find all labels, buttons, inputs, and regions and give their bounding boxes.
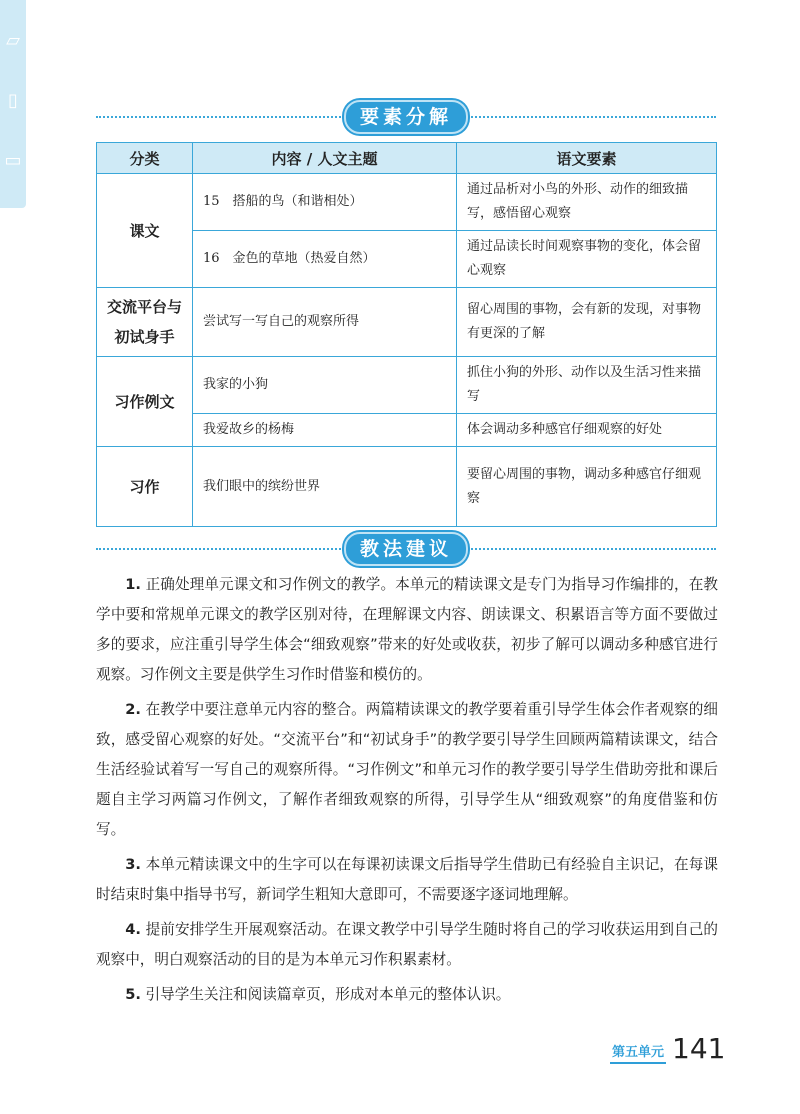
table-row [97,357,717,414]
advice-paragraph [96,915,718,975]
side-tab-decoration-icon: ▯ [8,90,18,111]
page-number: 141 [672,1032,726,1065]
language-cell: 体会调动多种感官仔细观察的好处 [457,414,717,447]
content-cell: 我爱故乡的杨梅 [193,414,457,447]
table-header-row [97,143,717,174]
advice-paragraph [96,980,718,1010]
section-header-advice [96,532,716,566]
table-row [97,174,717,231]
elements-table [96,142,717,527]
paragraph-number: 3. [125,856,141,873]
header-category: 分类 [97,143,193,174]
side-tab-decoration-icon: ▭ [4,150,22,171]
header-language: 语文要素 [457,143,717,174]
table-row [97,288,717,357]
paragraph-text: 引导学生关注和阅读篇章页，形成对本单元的整体认识。 [145,986,511,1003]
unit-label: 第五单元 [610,1041,666,1064]
header-content: 内容 / 人文主题 [193,143,457,174]
paragraph-text: 本单元精读课文中的生字可以在每课初读课文后指导学生借助已有经验自主识记，在每课时结束时集中指导书写，新词学生粗知大意即可，不需要逐字逐词地理解。 [96,856,718,903]
category-cell: 习作例文 [97,357,193,447]
paragraph-text: 在教学中要注意单元内容的整合。两篇精读课文的教学要着重引导学生体会作者观察的细致，感受留心观察的好处。“交流平台”和“初试身手”的教学要引导学生回顾两篇精读课文，结合生活经验试着写一写自己的观察所得。“习作例文”和单元习作的教学要引导学生借助旁批和课后题自主学习两篇习作例文，了解作者细致观察的所得，引导学生从“细致观察”的角度借鉴和仿写。 [96,701,718,838]
section-header-elements [96,100,716,134]
side-tab [0,0,26,208]
section-title: 要素分解 [344,100,468,134]
paragraph-number: 5. [125,986,141,1003]
language-cell: 要留心周围的事物，调动多种感官仔细观察 [457,447,717,527]
paragraph-text: 正确处理单元课文和习作例文的教学。本单元的精读课文是专门为指导习作编排的，在教学中要和常规单元课文的教学区别对待，在理解课文内容、朗读课文、积累语言等方面不要做过多的要求，应注重引导学生体会“细致观察”带来的好处或收获，初步了解可以调动多种感官进行观察。习作例文主要是供学生习作时借鉴和模仿的。 [96,576,718,683]
language-cell: 抓住小狗的外形、动作以及生活习性来描写 [457,357,717,414]
content-cell: 16 金色的草地（热爱自然） [193,231,457,288]
advice-paragraph [96,850,718,910]
language-cell: 通过品读长时间观察事物的变化，体会留心观察 [457,231,717,288]
content-cell: 尝试写一写自己的观察所得 [193,288,457,357]
advice-body [96,570,718,1015]
content-cell: 15 搭船的鸟（和谐相处） [193,174,457,231]
content-cell: 我们眼中的缤纷世界 [193,447,457,527]
advice-paragraph [96,695,718,845]
section-title: 教法建议 [344,532,468,566]
language-cell: 留心周围的事物，会有新的发现，对事物有更深的了解 [457,288,717,357]
category-cell: 课文 [97,174,193,288]
side-tab-decoration-icon: ▱ [6,30,20,51]
content-cell: 我家的小狗 [193,357,457,414]
category-cell: 交流平台与初试身手 [97,288,193,357]
advice-paragraph [96,570,718,690]
language-cell: 通过品析对小鸟的外形、动作的细致描写，感悟留心观察 [457,174,717,231]
paragraph-number: 4. [125,921,141,938]
paragraph-text: 提前安排学生开展观察活动。在课文教学中引导学生随时将自己的学习收获运用到自己的观察中，明白观察活动的目的是为本单元习作积累素材。 [96,921,718,968]
paragraph-number: 2. [125,701,141,718]
table-row [97,447,717,527]
page-footer [610,1028,725,1064]
paragraph-number: 1. [125,576,141,593]
category-cell: 习作 [97,447,193,527]
